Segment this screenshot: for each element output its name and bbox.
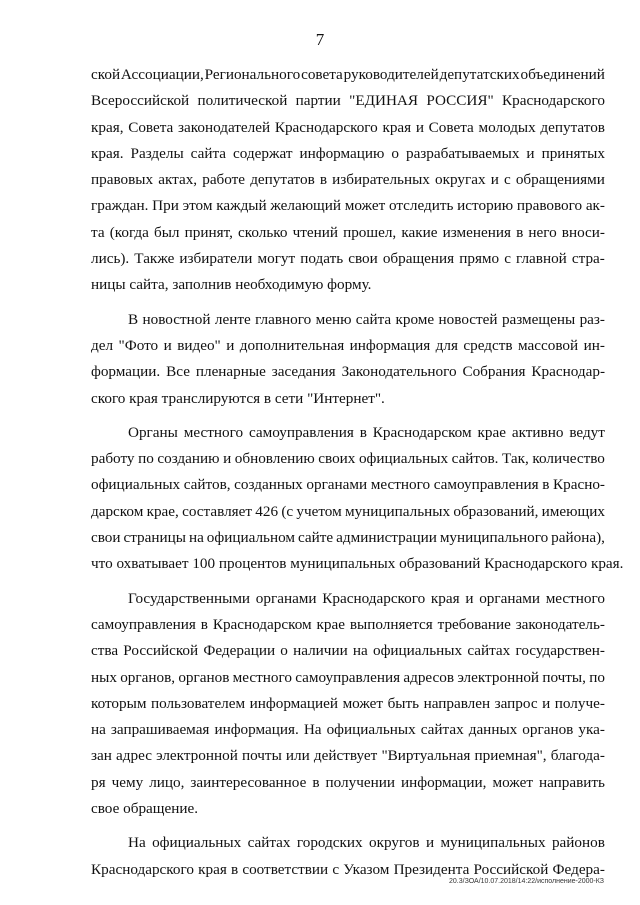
text-line: края. Разделы сайта содержат информацию о разрабатываемых и принятых [91,144,605,162]
text-line: официальных сайтов, созданных органами местного самоуправления в Красно- [91,476,605,494]
text-line: формации. Все пленарные заседания Законодательного Собрания Краснодар- [91,363,605,381]
text-line: ского края транслируются в сети "Интернет". [91,389,385,407]
text-line: края, Совета законодателей Краснодарского края и Совета молодых депутатов [91,118,605,136]
text-line: На официальных сайтах городских округов и муниципальных районов [128,834,605,852]
text-line: дел "Фото и видео" и дополнительная информация для средств массовой ин- [91,336,605,354]
text-line: что охватывает 100 процентов муниципальных образований Краснодарского края. [91,555,624,573]
text-line: В новостной ленте главного меню сайта кроме новостей размещены раз- [128,310,605,328]
text-line: которым пользователем информацией может быть направлен запрос и получе- [91,694,605,712]
text-line: Краснодарского края в соответствии с Указом Президента Российской Федера- [91,860,605,878]
text-line: Всероссийской политической партии "ЕДИНАЯ РОССИЯ" Краснодарского [91,92,605,110]
page-number: 7 [315,30,325,49]
text-line: ской Ассоциации, Регионального совета руководителей депутатских объединений [91,66,605,83]
text-line: та (когда был принят, сколько чтений прошел, какие изменения в него вноси- [91,223,605,241]
text-line: дарском крае, составляет 426 (с учетом муниципальных образований, имеющих [91,502,605,520]
text-line: на запрашиваемая информация. На официальных сайтах данных органов ука- [91,721,605,739]
text-line: ницы сайта, заполнив необходимую форму. [91,276,372,294]
body-text [91,62,624,883]
text-line: ных органов, органов местного самоуправления адресов электронной почты, по [91,668,605,686]
text-line: самоуправления в Краснодарском крае выполняется требование законодатель- [91,615,605,633]
text-line: свое обращение. [91,800,199,818]
text-line: ря чему лицо, заинтересованное в получении информации, может направить [91,773,605,791]
text-line: правовых актах, работе депутатов в избирательных округах и с обращениями [91,171,605,189]
paragraph-1 [91,62,605,299]
text-line: работу по созданию и обновлению своих официальных сайтов. Так, количество [91,450,605,468]
paragraph-5 [91,830,605,883]
text-line: лись). Также избиратели могут подать свои обращения прямо с главной стра- [91,250,605,268]
paragraph-2 [91,307,605,412]
paragraph-4 [91,586,605,823]
text-line: Органы местного самоуправления в Краснодарском крае активно ведут [128,423,605,441]
paragraph-3 [91,420,624,578]
text-line: граждан. При этом каждый желающий может отследить историю правового ак- [91,197,605,215]
text-line: ства Российской Федерации о наличии на официальных сайтах государствен- [91,642,605,660]
text-line: свои страницы на официальном сайте администрации муниципального района), [91,529,605,547]
document-footer-code: 20.3/ЗОА/10.07.2018/14:22/исполнение-2000-КЗ [449,878,604,885]
text-line: Государственными органами Краснодарского края и органами местного [128,589,605,607]
text-line: зан адрес электронной почты или действует "Виртуальная приемная", благода- [91,747,605,765]
